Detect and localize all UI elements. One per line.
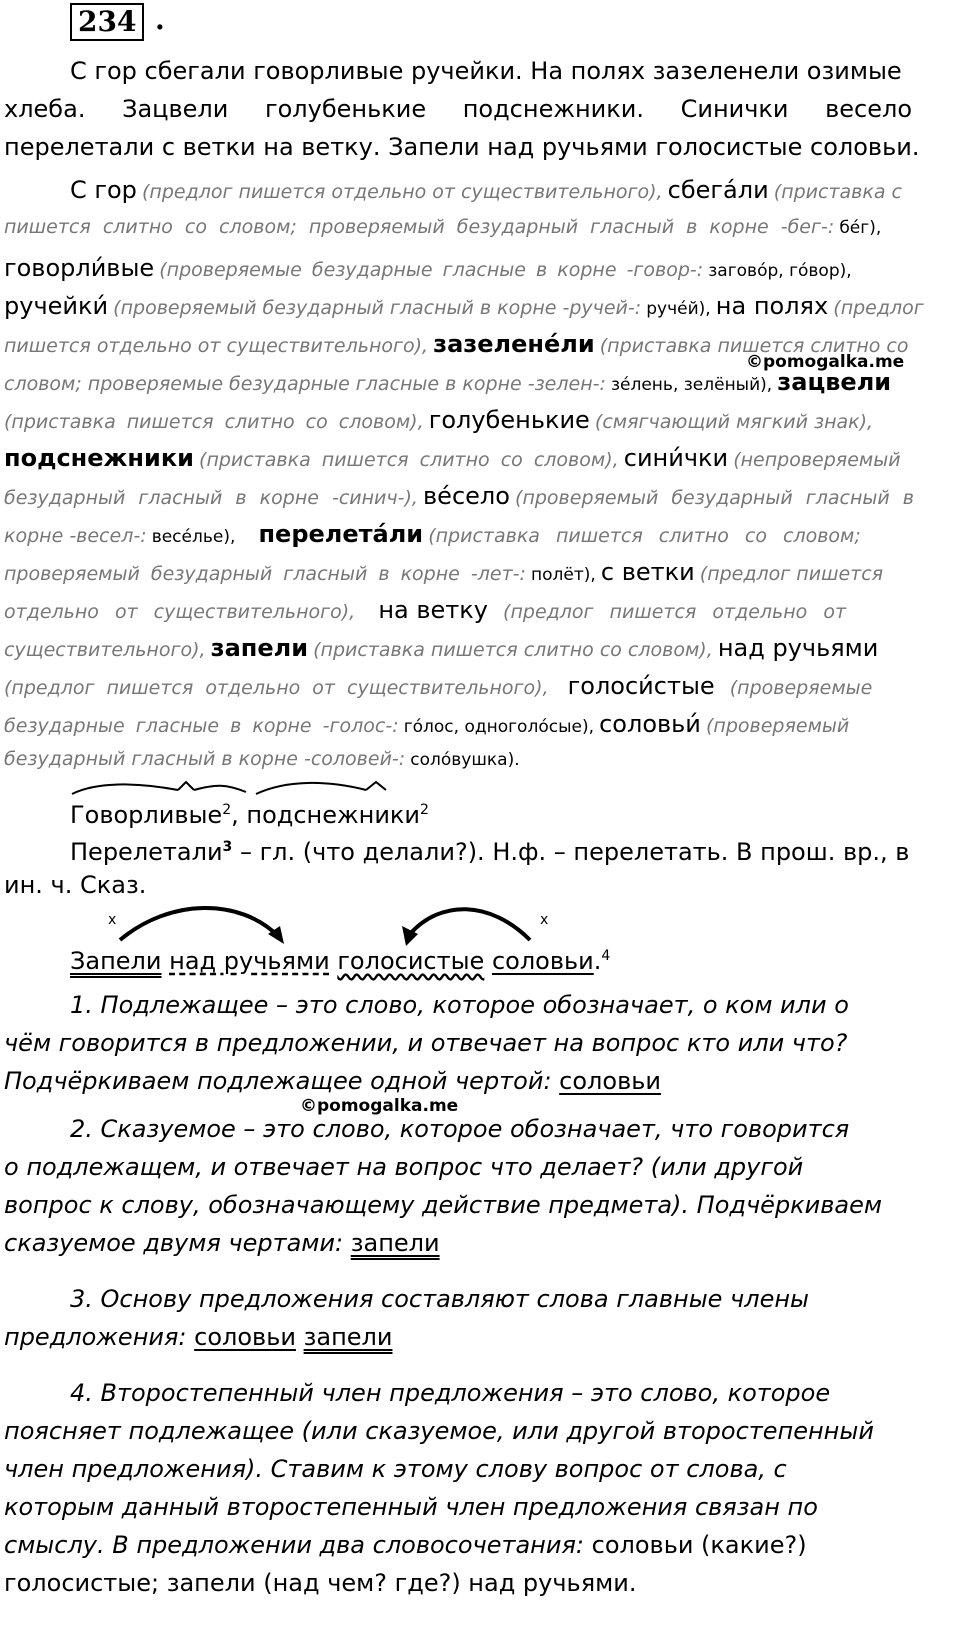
parse-word: Перелетали [70, 838, 223, 866]
subject-word: соловьи [491, 947, 594, 975]
morph-word-govorlivye: Говорливые [70, 801, 223, 829]
check-word: заговóр, гóвор), [708, 261, 852, 281]
exercise-line-1: С гор сбегали говорливые ручейки. На полях зазеленели озимые [70, 57, 902, 85]
dependency-x-left: x [108, 912, 117, 928]
phrase-example: соловьи (какие?) [591, 1531, 807, 1559]
check-word: зéлень, зелёный), [610, 375, 773, 395]
note: пишется отдельно от существительного), [4, 335, 429, 357]
analysis-line-12 [4, 596, 960, 624]
attribute-word: голосистые [337, 947, 485, 975]
analysis-line-15 [4, 710, 960, 738]
analysis-line-11 [4, 558, 960, 586]
analysis-line-9 [4, 482, 960, 510]
note: (приставка пишется слитно со словом), [313, 639, 713, 661]
explain-2-line-4 [4, 1224, 960, 1262]
analysis-line-16 [4, 748, 960, 770]
predicate-example: запели [350, 1229, 440, 1257]
explain-4-line-6: голосистые; запели (над чем? где?) над ручьями. [4, 1569, 637, 1597]
word-sinichki: сини́чки [623, 444, 729, 472]
note: (приставка пишется слитно со [599, 335, 909, 357]
parse-text: – гл. (что делали?). Н.ф. – перелетать. В прош. вр., в [239, 838, 910, 866]
exercise-number-dot: . [155, 3, 165, 36]
analysis-line-14 [4, 672, 960, 700]
note: (предлог пишется [699, 563, 884, 585]
word-nad-ruchyami: над ручьями [717, 634, 879, 662]
note: (непроверяемый [733, 449, 901, 471]
explain-3-line-1: 3. Основу предложения составляют слова главные члены [70, 1285, 809, 1313]
explain-text: предложения: [4, 1323, 187, 1351]
explain-4-line-3: член предложения). Ставим к этому слову вопрос от слова, с [4, 1455, 787, 1483]
watermark: ©pomogalka.me [300, 1096, 459, 1116]
analysis-line-13 [4, 634, 960, 662]
note: (предлог пишется отдельно от [503, 601, 847, 623]
explain-1-line-1: 1. Подлежащее – это слово, которое обозначает, о ком или о [70, 991, 849, 1019]
word-rucheyki: ручейки́ [4, 292, 109, 320]
note: (приставка пишется слитно со словом), [4, 411, 424, 433]
word-golubenkie: голубенькие [428, 406, 590, 434]
explain-4-line-5 [4, 1526, 960, 1564]
word-s-gor: С гор [70, 176, 137, 204]
explain-text: смыслу. В предложении два словосочетания: [4, 1531, 584, 1559]
word-podsnezhniki: подснежники [4, 444, 194, 472]
subject-example: соловьи [559, 1067, 661, 1095]
analysis-line-10 [4, 520, 960, 548]
word-golosistye: голоси́стые [567, 672, 715, 700]
note: словом; проверяемые безударные гласные в корне -зелен-: [4, 373, 606, 395]
arrow-to-nad-ruchyami [120, 908, 278, 940]
note: (смягчающий мягкий знак), [594, 411, 874, 433]
analysis-line-8 [4, 444, 960, 472]
note: (приставка с [773, 181, 902, 203]
note: безударные гласные в корне -голос-: [4, 715, 399, 737]
parse-line-1 [70, 828, 960, 871]
predicate-example: запели [303, 1323, 393, 1351]
note: (проверяемые [729, 677, 873, 699]
morph-line [70, 792, 960, 833]
morph-word-podsnezhniki: подснежники [246, 801, 421, 829]
suffix-mark-2 [366, 782, 386, 790]
exercise-line-3: перелетали с ветки на ветку. Запели над ручьями голосистые соловьи. [4, 133, 920, 161]
analysis-line-1 [70, 176, 960, 204]
word-govorlivye: говорли́вые [4, 254, 155, 282]
suffix-mark [178, 782, 194, 790]
word-pereletali: перелетáли [258, 520, 424, 548]
check-word: бéг), [839, 218, 882, 238]
note: (проверяемый [705, 715, 850, 737]
analysis-line-2 [4, 216, 960, 238]
note: (предлог пишется отдельно от существительного), [142, 181, 663, 203]
check-word: полёт), [531, 565, 596, 585]
superscript: 2 [420, 802, 429, 818]
check-word: гóлос, одноголóсые), [403, 717, 594, 737]
exercise-number: 234 [70, 3, 144, 41]
word-zatsveli: зацвели [777, 368, 892, 396]
explain-text: сказуемое двумя чертами: [4, 1229, 344, 1257]
note: (проверяемые безударные гласные в корне -говор-: [159, 259, 704, 281]
explain-4-line-2: поясняет подлежащее (или сказуемое, или другой второстепенный [4, 1417, 874, 1445]
period: . [593, 947, 602, 975]
word-na-vetku: на ветку [378, 596, 488, 624]
word-na-polyakh: на полях [715, 292, 829, 320]
check-word: ручéй), [646, 299, 711, 319]
check-word: весéлье), [151, 527, 236, 547]
note: существительного), [4, 639, 206, 661]
note: корне -весел-: [4, 525, 147, 547]
adverbial-words: над ручьями [169, 947, 330, 975]
note: (проверяемый безударный гласный в [515, 487, 914, 509]
note: отдельно от существительного), [4, 601, 356, 623]
watermark: ©pomogalka.me [746, 352, 905, 372]
superscript: 4 [601, 948, 611, 964]
note: проверяемый безударный гласный в корне -лет-: [4, 563, 526, 585]
exercise-line-2-text: хлеба. Зацвели голубенькие подснежники. Синички весело [4, 95, 913, 123]
subject-example: соловьи [194, 1323, 296, 1351]
arrow-to-golosistye [410, 909, 530, 940]
analysis-line-7 [4, 406, 960, 434]
superscript: 2 [222, 802, 232, 818]
note: пишется слитно со словом; проверяемый безударный гласный в корне -бег-: [4, 216, 835, 238]
word-zapeli: запели [210, 634, 309, 662]
explain-2-line-2: о подлежащем, и отвечает на вопрос что делает? (или другой [4, 1153, 804, 1181]
word-zazeleneli: зазеленéли [433, 330, 595, 358]
note: (предлог пишется отдельно от существительного), [4, 677, 549, 699]
note: (предлог [833, 297, 924, 319]
superscript: 3 [222, 839, 233, 855]
exercise-line-2 [4, 90, 960, 129]
note: (приставка пишется слитно со словом; [428, 525, 861, 547]
check-word: солóвушка). [410, 750, 520, 770]
explain-1-line-3 [4, 1062, 960, 1100]
analysis-line-6 [4, 368, 960, 396]
comma: , [231, 801, 239, 829]
note: безударный гласный в корне -соловей-: [4, 748, 406, 770]
word-s-vetki: с ветки [600, 558, 695, 586]
syntax-sentence [70, 938, 960, 979]
word-solovyi: соловьи́ [599, 710, 701, 738]
explain-4-line-1: 4. Второстепенный член предложения – это слово, которое [70, 1379, 831, 1407]
explain-2-line-3: вопрос к слову, обозначающему действие предмета). Подчёркиваем [4, 1191, 882, 1219]
explain-text: Подчёркиваем подлежащее одной чертой: [4, 1067, 552, 1095]
explain-1-line-2: чём говорится в предложении, и отвечает на вопрос кто или что? [4, 1029, 848, 1057]
note: (приставка пишется слитно со словом), [199, 449, 619, 471]
note: безударный гласный в корне -синич-), [4, 487, 418, 509]
parse-line-2: ин. ч. Сказ. [4, 871, 147, 899]
explain-4-line-4: которым данный второстепенный член предложения связан по [4, 1493, 818, 1521]
explain-2-line-1: 2. Сказуемое – это слово, которое обозначает, что говорится [70, 1115, 850, 1143]
word-sbegali: сбегáли [667, 176, 769, 204]
analysis-line-4 [4, 292, 960, 320]
analysis-line-3 [4, 254, 960, 282]
explain-3-line-2 [4, 1318, 960, 1356]
predicate-word: Запели [70, 947, 162, 975]
note: (проверяемый безударный гласный в корне -ручей-: [113, 297, 642, 319]
word-veselo: вéсело [423, 482, 510, 510]
dependency-x-right: x [540, 912, 549, 928]
